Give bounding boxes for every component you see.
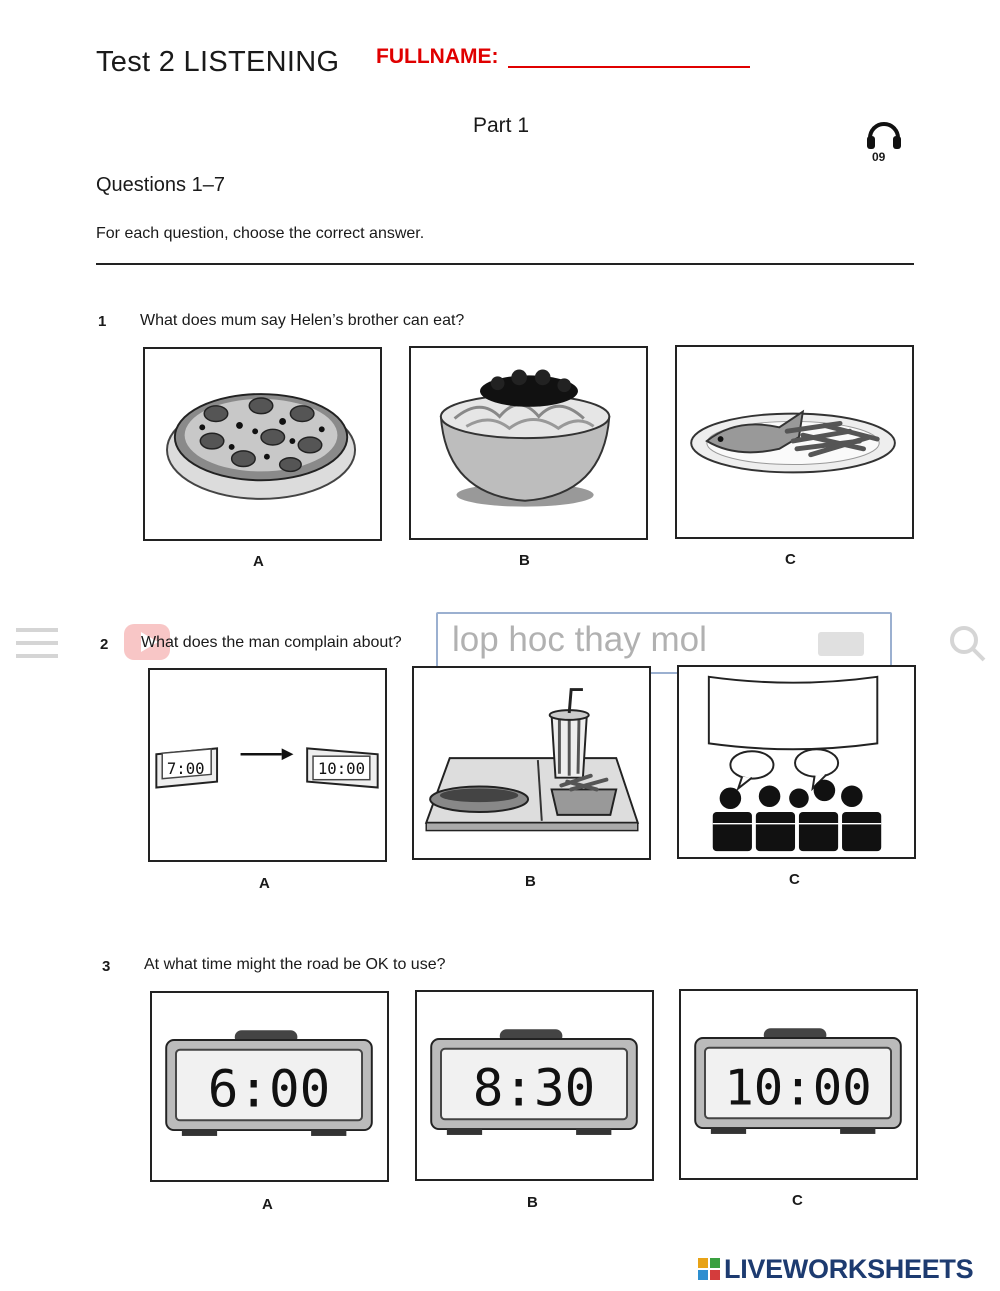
option-1a-pizza[interactable] (143, 347, 382, 541)
option-3c-clock[interactable] (679, 989, 918, 1180)
pizza-image (145, 349, 380, 539)
question-text: What does the man complain about? (141, 634, 402, 651)
option-label: C (785, 551, 796, 568)
brand-name: LIVEWORKSHEETS (724, 1254, 974, 1284)
option-label: A (253, 553, 264, 570)
option-3b-clock[interactable] (415, 990, 654, 1181)
clock-to-time: 10:00 (317, 758, 366, 778)
question-text: What does mum say Helen’s brother can eat? (140, 312, 465, 329)
fish-and-chips-image (677, 347, 912, 537)
instruction-text: For each question, choose the correct answer. (96, 225, 425, 242)
track-number: 09 (872, 150, 886, 164)
option-2a-delay[interactable] (148, 668, 387, 862)
clock-from-time: 7:00 (166, 758, 205, 778)
option-label: A (262, 1196, 273, 1213)
option-label: B (525, 873, 536, 890)
question-number: 2 (100, 636, 109, 653)
option-label: C (792, 1192, 803, 1209)
question-number: 1 (98, 313, 107, 330)
part-heading: Part 1 (473, 114, 530, 137)
pasta-bowl-image (411, 348, 646, 538)
fullname-input-line[interactable] (508, 66, 750, 68)
divider (96, 263, 914, 265)
option-label: B (519, 552, 530, 569)
digital-clock-image (681, 991, 916, 1178)
option-3a-clock[interactable] (150, 991, 389, 1182)
clock-time: 8:30 (472, 1059, 596, 1119)
digital-clock-image (417, 992, 652, 1179)
option-2c-cinema[interactable] (677, 665, 916, 859)
clock-time: 10:00 (724, 1059, 872, 1117)
option-1c-fish-and-chips[interactable] (675, 345, 914, 539)
question-text: At what time might the road be OK to use? (144, 956, 446, 973)
option-label: A (259, 875, 270, 892)
food-tray-image (414, 668, 649, 858)
option-label: B (527, 1194, 538, 1211)
question-number: 3 (102, 958, 111, 975)
clock-time: 6:00 (207, 1060, 331, 1120)
fullname-label: FULLNAME: (376, 45, 499, 68)
digital-clock-image (152, 993, 387, 1180)
search-overlay-text: lop hoc thay mol (452, 620, 707, 659)
liveworksheets-logo-icon (698, 1254, 722, 1284)
cinema-image (679, 667, 914, 857)
option-1b-pasta[interactable] (409, 346, 648, 540)
clock-delay-image (150, 670, 385, 860)
page-title: Test 2 LISTENING (96, 46, 340, 78)
option-label: C (789, 871, 800, 888)
option-2b-food[interactable] (412, 666, 651, 860)
questions-heading: Questions 1–7 (96, 174, 225, 196)
